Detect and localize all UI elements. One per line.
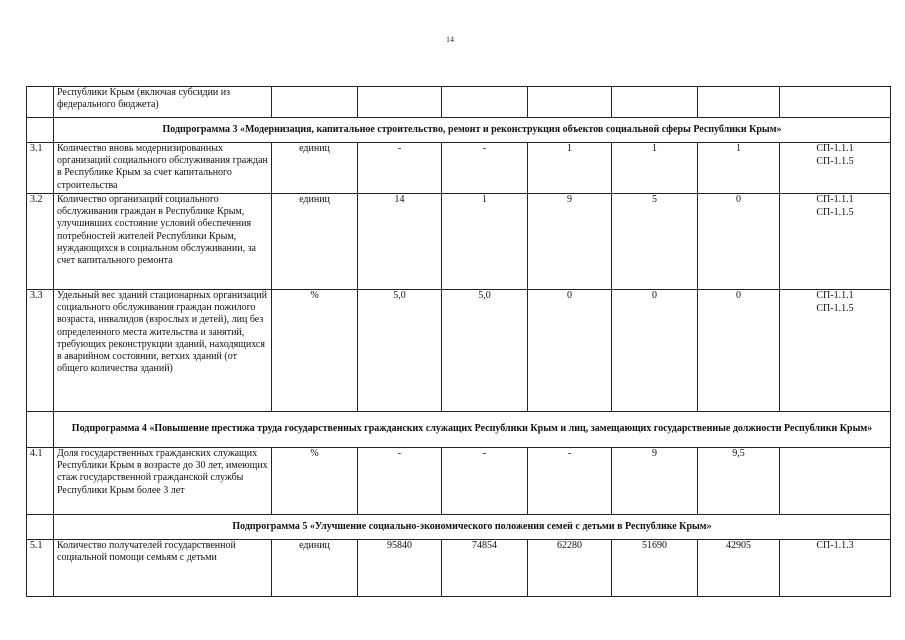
- value-cell: 1: [698, 143, 780, 194]
- page-number: 14: [446, 35, 454, 44]
- code-cell: [780, 87, 891, 118]
- value-cell: -: [358, 143, 442, 194]
- value-cell: 51690: [612, 540, 698, 597]
- value-cell: 9,5: [698, 448, 780, 515]
- value-cell: 62280: [528, 540, 612, 597]
- table-row: [27, 194, 891, 290]
- value-cell: 1: [612, 143, 698, 194]
- value-cell: 0: [612, 290, 698, 412]
- value-cell: 1: [528, 143, 612, 194]
- value-cell: 95840: [358, 540, 442, 597]
- value-cell: -: [528, 448, 612, 515]
- subprogram-title: Подпрограмма 4 «Повышение престижа труда государственных гражданских служащих Республики Крым и лиц, замещающих государственные должности Республики Крым»: [54, 412, 891, 448]
- program-code: СП-1.1.1: [816, 143, 854, 154]
- subprogram-row: [27, 515, 891, 540]
- value-cell: -: [358, 448, 442, 515]
- indicator-cell: Доля государственных гражданских служащих Республики Крым в возрасте до 30 лет, имеющих стаж государственной гражданской службы Республики Крым более 3 лет: [54, 448, 272, 515]
- value-cell: [442, 87, 528, 118]
- row-number: 5.1: [27, 540, 54, 597]
- value-cell: [698, 87, 780, 118]
- row-number: 4.1: [27, 448, 54, 515]
- code-cell: [780, 540, 891, 597]
- value-cell: 74854: [442, 540, 528, 597]
- value-cell: 9: [528, 194, 612, 290]
- unit-cell: единиц: [272, 194, 358, 290]
- value-cell: 1: [442, 194, 528, 290]
- indicator-cell: Республики Крым (включая субсидии из федерального бюджета): [54, 87, 272, 118]
- table-row: [27, 448, 891, 515]
- code-cell: [780, 143, 891, 194]
- row-number: [27, 87, 54, 118]
- indicator-cell: Количество получателей государственной социальной помощи семьям с детьми: [54, 540, 272, 597]
- value-cell: 42905: [698, 540, 780, 597]
- unit-cell: [272, 87, 358, 118]
- table-row: [27, 290, 891, 412]
- subprogram-row: [27, 412, 891, 448]
- unit-cell: единиц: [272, 540, 358, 597]
- program-code: СП-1.1.1: [816, 290, 854, 301]
- program-code: СП-1.1.3: [816, 540, 854, 551]
- subprogram-row: [27, 118, 891, 143]
- code-cell: [780, 290, 891, 412]
- value-cell: 5: [612, 194, 698, 290]
- value-cell: 14: [358, 194, 442, 290]
- row-number: 3.2: [27, 194, 54, 290]
- table-row: [27, 143, 891, 194]
- code-cell: [780, 448, 891, 515]
- value-cell: 5,0: [358, 290, 442, 412]
- value-cell: -: [442, 448, 528, 515]
- indicator-cell: Количество организаций социального обслуживания граждан в Республике Крым, улучшивших состояние условий обеспечения потребностей жителей Республики Крым, нуждающихся в социальном обслуживании, за счет капитального ремонта: [54, 194, 272, 290]
- program-code: СП-1.1.5: [816, 302, 854, 314]
- table-row: [27, 87, 891, 118]
- value-cell: [358, 87, 442, 118]
- indicator-cell: Количество вновь модернизированных организаций социального обслуживания граждан в Республике Крым за счет капитального строительства: [54, 143, 272, 194]
- value-cell: 0: [528, 290, 612, 412]
- code-cell: [780, 194, 891, 290]
- value-cell: -: [442, 143, 528, 194]
- unit-cell: единиц: [272, 143, 358, 194]
- row-number: 3.1: [27, 143, 54, 194]
- subprogram-title: Подпрограмма 3 «Модернизация, капитальное строительство, ремонт и реконструкция объектов социальной сферы Республики Крым»: [54, 118, 891, 143]
- value-cell: [612, 87, 698, 118]
- value-cell: 5,0: [442, 290, 528, 412]
- program-code: СП-1.1.5: [816, 155, 854, 167]
- value-cell: [528, 87, 612, 118]
- subprogram-title: Подпрограмма 5 «Улучшение социально-экономического положения семей с детьми в Республике Крым»: [54, 515, 891, 540]
- unit-cell: %: [272, 448, 358, 515]
- indicator-cell: Удельный вес зданий стационарных организаций социального обслуживания граждан пожилого возраста, инвалидов (взрослых и детей), лиц без определенного места жительства и занятий, требующих реконструкции зданий, находящихся в аварийном состоянии, ветхих зданий (от общего количества зданий): [54, 290, 272, 412]
- value-cell: 0: [698, 290, 780, 412]
- value-cell: 9: [612, 448, 698, 515]
- indicators-table: [26, 86, 891, 597]
- program-code: СП-1.1.5: [816, 206, 854, 218]
- row-number: 3.3: [27, 290, 54, 412]
- unit-cell: %: [272, 290, 358, 412]
- program-code: СП-1.1.1: [816, 194, 854, 205]
- table-row: [27, 540, 891, 597]
- value-cell: 0: [698, 194, 780, 290]
